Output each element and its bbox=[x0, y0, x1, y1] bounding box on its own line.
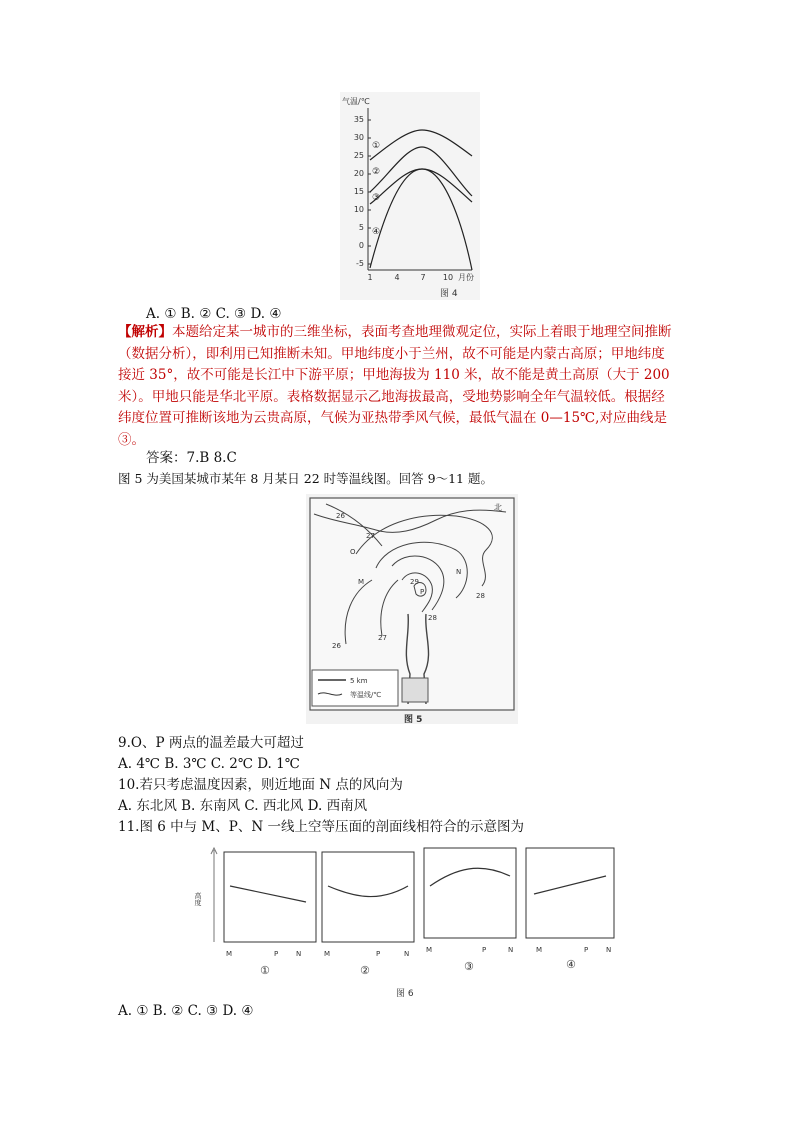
fig5-label-28: 28 bbox=[428, 614, 437, 622]
answer: 答案：7.B 8.C bbox=[146, 450, 237, 466]
q10-options: A. 东北风 B. 东南风 C. 西北风 D. 西南风 bbox=[118, 798, 368, 814]
fig4-curve-label: ① bbox=[372, 141, 381, 151]
fig6-point-p: P bbox=[274, 950, 279, 958]
fig5-legend-scale: 5 km bbox=[350, 677, 368, 685]
q9-options: A. 4℃ B. 3℃ C. 2℃ D. 1℃ bbox=[118, 756, 300, 772]
fig6-point-m: M bbox=[426, 946, 433, 954]
fig6-point-p: P bbox=[482, 946, 487, 954]
fig4-ytick: -5 bbox=[356, 259, 364, 268]
fig5-north: 北 bbox=[494, 503, 502, 512]
q8-options: A. ① B. ② C. ③ D. ④ bbox=[146, 306, 282, 322]
fig6-panel-label: ④ bbox=[566, 958, 576, 971]
fig4-xtick: 1 bbox=[367, 273, 373, 282]
fig6-point-m: M bbox=[324, 950, 331, 958]
fig6-point-n: N bbox=[296, 950, 302, 958]
fig6-point-p: P bbox=[376, 950, 381, 958]
explanation-text: 本题给定某一城市的三维坐标，表面考查地理微观定位，实际上着眼于地理空间推断（数据分析），即利用已知推断未知。甲地纬度小于兰州，故不可能是内蒙古高原；甲地纬度接近 35°，故不可能是长江中下游平原；甲地海拔为 110 米，故不能是黄土高原（大于 200 米）。甲地只能是华北平原。表格数据显示乙地海拔最高，受地势影响全年气温较低。根据经纬度位置可推断该地为云贵高原，气候为亚热带季风气候，最低气温在 0—15℃,对应曲线是③。 bbox=[118, 324, 672, 448]
fig5-label-o: O bbox=[350, 548, 356, 556]
fig5-label-28b: 28 bbox=[476, 592, 485, 600]
fig4-ytick: 30 bbox=[353, 133, 364, 142]
fig6-point-n: N bbox=[508, 946, 514, 954]
q9-stem: 9.O、P 两点的温差最大可超过 bbox=[118, 735, 304, 751]
fig4-ylabel: 气温/℃ bbox=[342, 97, 370, 106]
fig4-xunit: 月份 bbox=[458, 273, 474, 282]
fig6-point-n: N bbox=[606, 946, 612, 954]
fig4-ytick: 15 bbox=[353, 187, 364, 196]
fig4-xtick: 10 bbox=[442, 273, 454, 282]
fig6-ylabel: 高度 bbox=[194, 892, 202, 906]
fig4-caption: 图 4 bbox=[440, 289, 458, 299]
explanation bbox=[118, 322, 678, 452]
fig4-ytick: 25 bbox=[353, 151, 364, 160]
fig4-ytick: 5 bbox=[358, 223, 364, 232]
fig5-label-27: 27 bbox=[378, 634, 387, 642]
fig6-point-m: M bbox=[536, 946, 543, 954]
fig6-panel-label: ③ bbox=[464, 960, 474, 973]
fig4-xtick: 7 bbox=[420, 273, 426, 282]
fig5-label-m: M bbox=[358, 578, 365, 586]
fig4-ytick: 35 bbox=[353, 115, 364, 124]
fig5-label-26b: 26 bbox=[336, 512, 345, 520]
fig5-caption: 图 5 bbox=[404, 715, 423, 725]
fig4-curve-label: ③ bbox=[372, 193, 381, 203]
fig6-panel-label: ② bbox=[360, 964, 370, 977]
fig6-panel-2 bbox=[322, 852, 414, 977]
fig4-ytick: 10 bbox=[353, 205, 364, 214]
fig6-panel-label: ① bbox=[260, 964, 270, 977]
fig5-label-27b: 27 bbox=[366, 532, 375, 540]
fig5-label-n: N bbox=[456, 568, 462, 576]
figure-5-isotherm-map bbox=[306, 494, 518, 724]
fig4-ytick: 20 bbox=[353, 169, 364, 178]
intro-9-11: 图 5 为美国某城市某年 8 月某日 22 时等温线图。回答 9～11 题。 bbox=[118, 471, 493, 486]
fig5-label-p: P bbox=[420, 588, 425, 596]
fig4-xtick: 4 bbox=[394, 273, 400, 282]
fig4-ytick: 0 bbox=[358, 241, 364, 250]
fig6-point-m: M bbox=[226, 950, 233, 958]
q11-options: A. ① B. ② C. ③ D. ④ bbox=[118, 1003, 254, 1019]
fig6-panel-1 bbox=[224, 852, 316, 977]
fig6-point-n: N bbox=[404, 950, 410, 958]
figure-6-pressure-profiles bbox=[196, 842, 616, 1000]
q10-stem: 10.若只考虑温度因素，则近地面 N 点的风向为 bbox=[118, 777, 403, 793]
fig4-curve-label: ④ bbox=[372, 227, 381, 237]
fig5-label-29: 29 bbox=[410, 578, 419, 586]
q11-stem: 11.图 6 中与 M、P、N 一线上空等压面的剖面线相符合的示意图为 bbox=[118, 819, 524, 835]
fig6-panel-4 bbox=[526, 848, 614, 971]
figure-4-temperature-chart bbox=[340, 92, 480, 300]
fig6-point-p: P bbox=[584, 946, 589, 954]
explanation-tag: 【解析】 bbox=[118, 324, 172, 340]
fig5-legend-isotherm: 等温线/℃ bbox=[350, 691, 382, 699]
fig6-panel-3 bbox=[424, 848, 516, 973]
fig5-label-26: 26 bbox=[332, 642, 341, 650]
fig6-caption: 图 6 bbox=[396, 989, 414, 999]
fig4-curve-label: ② bbox=[372, 167, 381, 177]
